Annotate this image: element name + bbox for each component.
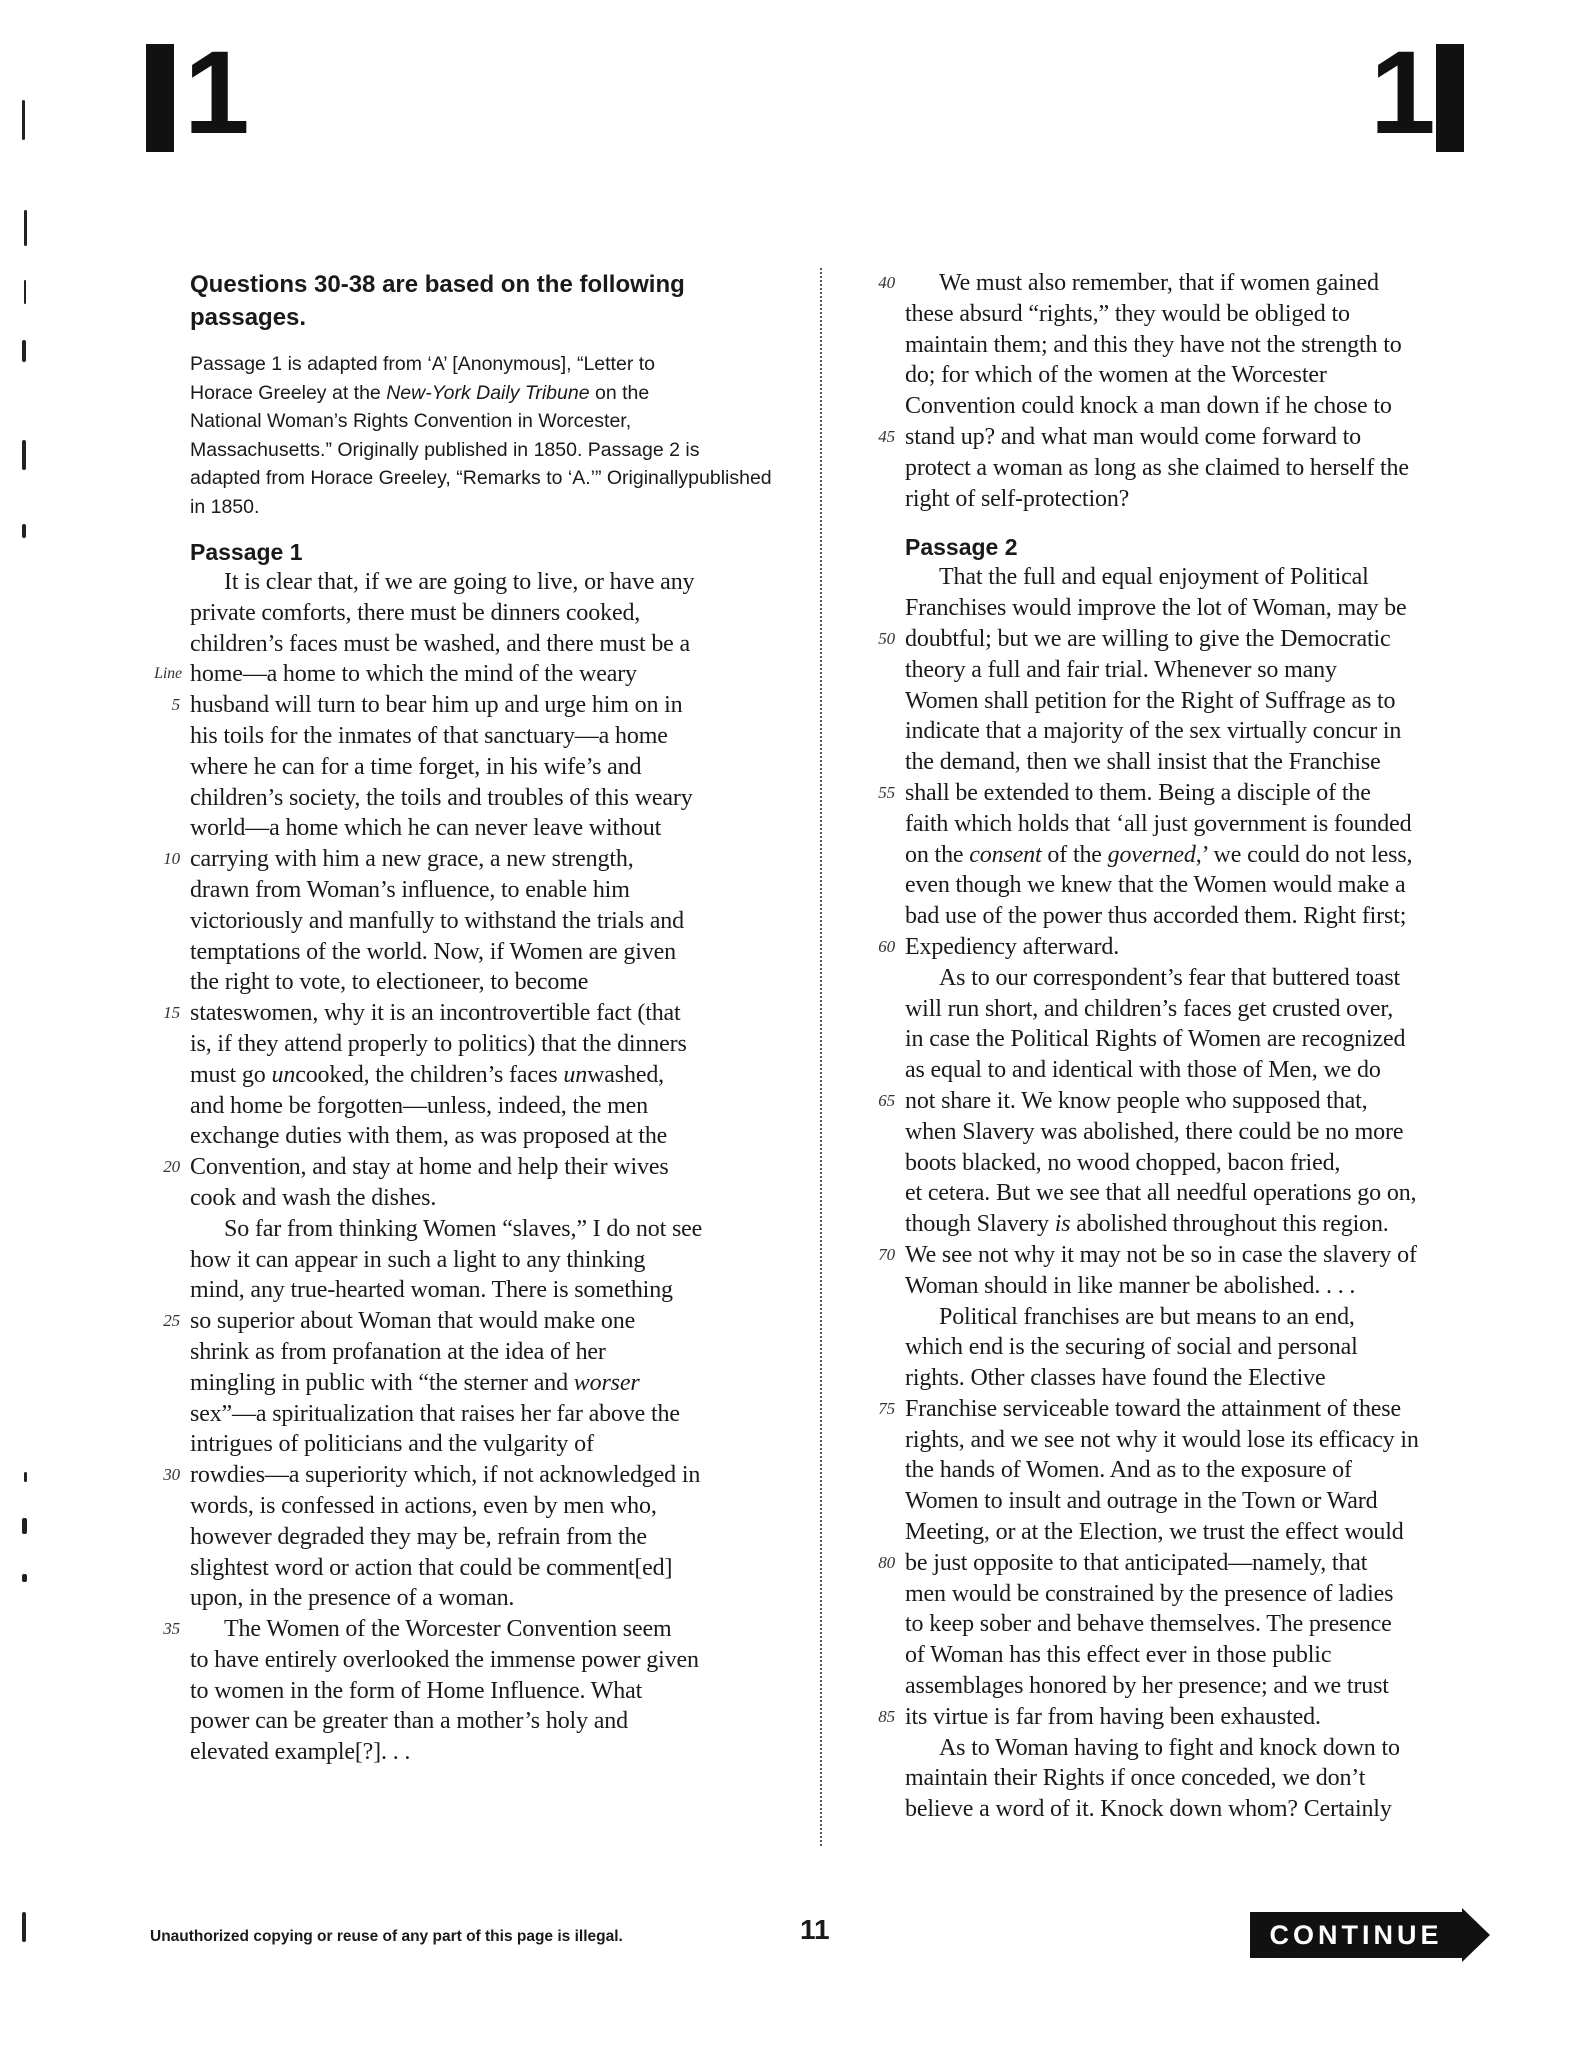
passage-1-text <box>154 567 780 1768</box>
line-number: 20 <box>163 1157 180 1177</box>
text-line: faith which holds that ‘all just government is founded <box>905 810 1412 837</box>
text-line: private comforts, there must be dinners cooked, <box>190 599 641 626</box>
text-line: his toils for the inmates of that sanctuary—a home <box>190 722 668 749</box>
text-line: children’s society, the toils and troubles of this weary <box>190 784 693 811</box>
text-line: cook and wash the dishes. <box>190 1184 437 1211</box>
scan-mark <box>24 1472 27 1482</box>
text-line: 30 rowdies—a superiority which, if not acknowledged in <box>190 1460 780 1491</box>
line-number: 30 <box>163 1465 180 1485</box>
text-line: sex”—a spiritualization that raises her far above the <box>190 1400 680 1427</box>
text-line: 55 shall be extended to them. Being a disciple of the <box>905 778 1505 809</box>
text-line: So far from thinking Women “slaves,” I do not see <box>224 1215 703 1242</box>
scan-mark <box>22 440 26 470</box>
text-line: Convention could knock a man down if he chose to <box>905 393 1392 420</box>
passage-1-label: Passage 1 <box>190 539 303 565</box>
text-line: 70 We see not why it may not be so in case the slavery of <box>905 1240 1505 1271</box>
line-number: 70 <box>878 1244 895 1264</box>
page-number: 11 <box>800 1914 830 1945</box>
line-number: 65 <box>878 1090 895 1110</box>
section-number-right: 1 <box>1370 27 1436 159</box>
text-line: Line home—a home to which the mind of the weary <box>190 659 780 690</box>
text-line: where he can for a time forget, in his wife’s and <box>190 753 642 780</box>
text-line: the hands of Women. And as to the exposure of <box>905 1457 1352 1484</box>
line-number: 45 <box>878 426 895 446</box>
line-number: 5 <box>171 695 180 715</box>
line-number: 40 <box>878 273 895 292</box>
text-line: et cetera. But we see that all needful operations go on, <box>905 1180 1417 1207</box>
left-column <box>154 268 780 1768</box>
scan-mark <box>22 1574 27 1582</box>
text-line: 80 be just opposite to that anticipated—namely, that <box>905 1548 1505 1579</box>
text-line: must go uncooked, the children’s faces unwashed, <box>190 1061 665 1088</box>
text-line: power can be greater than a mother’s holy and <box>190 1708 628 1735</box>
text-line: maintain their Rights if once conceded, we don’t <box>905 1765 1366 1792</box>
continue-label: CONTINUE <box>1269 1920 1443 1950</box>
text-line: It is clear that, if we are going to live, or have any <box>224 569 695 595</box>
text-line: protect a woman as long as she claimed to herself the <box>905 454 1409 481</box>
text-line: the right to vote, to electioneer, to become <box>190 969 589 996</box>
text-line: boots blacked, no wood chopped, bacon fried, <box>905 1149 1341 1176</box>
section-bar-right <box>1436 44 1464 152</box>
text-line: Woman should in like manner be abolished. . . . <box>905 1272 1356 1299</box>
text-line: though Slavery is abolished throughout this region. <box>905 1211 1389 1238</box>
section-bar-left <box>146 44 174 152</box>
line-number: Line <box>154 665 182 683</box>
line-number: 80 <box>878 1552 895 1572</box>
line-number: 60 <box>878 936 895 956</box>
passage-intro-note: Passage 1 is adapted from ‘A’ [Anonymous], “Letter to Horace Greeley at the New-York Daily Tribune on the National Woman’s Rights Convention in Worcester, Massachusetts.” Originally published in 1850. Passage 2 is adapted from Horace Greeley, “Remarks to ‘A.’” Originallypublished in 1850. <box>190 353 772 518</box>
line-number: 25 <box>163 1311 180 1331</box>
text-line: which end is the securing of social and personal <box>905 1334 1358 1361</box>
text-line: 85 its virtue is far from having been exhausted. <box>905 1702 1505 1733</box>
text-line: maintain them; and this they have not the strength to <box>905 331 1402 358</box>
text-line: words, is confessed in actions, even by men who, <box>190 1492 657 1519</box>
text-line: mind, any true-hearted woman. There is something <box>190 1277 673 1304</box>
scan-mark <box>24 210 27 246</box>
text-line: Political franchises are but means to an end, <box>939 1303 1355 1330</box>
scan-mark <box>22 1518 27 1534</box>
text-line: drawn from Woman’s influence, to enable him <box>190 876 630 903</box>
text-line: rights. Other classes have found the Elective <box>905 1365 1326 1392</box>
text-line: theory a full and fair trial. Whenever so many <box>905 656 1337 683</box>
line-number: 50 <box>878 628 895 648</box>
text-line: rights, and we see not why it would lose its efficacy in <box>905 1426 1419 1453</box>
text-line: these absurd “rights,” they would be obliged to <box>905 300 1350 327</box>
text-line: 10 carrying with him a new grace, a new strength, <box>190 844 780 875</box>
text-line: right of self-protection? <box>905 485 1130 512</box>
passage-1-continued-text <box>878 268 1505 514</box>
text-line: slightest word or action that could be comment[ed] <box>190 1554 673 1581</box>
text-line: how it can appear in such a light to any thinking <box>190 1246 646 1273</box>
section-number-left: 1 <box>184 27 250 159</box>
text-line: is, if they attend properly to politics) that the dinners <box>190 1030 687 1057</box>
text-line: 35 The Women of the Worcester Convention seem <box>190 1614 780 1645</box>
text-line: and home be forgotten—unless, indeed, the men <box>190 1092 649 1119</box>
text-line: 65 not share it. We know people who supposed that, <box>905 1086 1505 1117</box>
text-line: victoriously and manfully to withstand the trials and <box>190 907 684 934</box>
scan-mark <box>24 280 26 304</box>
text-line: Women shall petition for the Right of Suffrage as to <box>905 687 1396 714</box>
text-line: 45 stand up? and what man would come forward to <box>905 422 1505 453</box>
right-column <box>878 268 1505 1825</box>
text-line: 50 doubtful; but we are willing to give the Democratic <box>905 624 1505 655</box>
scan-mark <box>22 524 26 538</box>
text-line: Franchises would improve the lot of Woman, may be <box>905 595 1407 622</box>
text-line: as equal to and identical with those of Men, we do <box>905 1057 1381 1084</box>
scan-mark <box>22 100 25 140</box>
continue-indicator <box>1250 1908 1490 1962</box>
text-line: That the full and equal enjoyment of Political <box>939 564 1369 591</box>
line-number: 15 <box>163 1003 180 1023</box>
scan-mark <box>22 1912 26 1942</box>
text-line: temptations of the world. Now, if Women are given <box>190 938 676 965</box>
text-line: 60 Expediency afterward. <box>905 932 1505 963</box>
text-line: world—a home which he can never leave without <box>190 815 662 842</box>
text-line: on the consent of the governed,’ we could do not less, <box>905 841 1413 868</box>
text-line: believe a word of it. Knock down whom? Certainly <box>905 1796 1392 1823</box>
text-line: of Woman has this effect ever in those public <box>905 1642 1332 1669</box>
text-line: men would be constrained by the presence of ladies <box>905 1580 1394 1607</box>
text-line: 75 Franchise serviceable toward the attainment of these <box>905 1394 1505 1425</box>
text-line: Meeting, or at the Election, we trust the effect would <box>905 1519 1404 1546</box>
text-line: Women to insult and outrage in the Town or Ward <box>905 1488 1378 1515</box>
text-line: assemblages honored by her presence; and we trust <box>905 1673 1389 1700</box>
line-number: 55 <box>878 782 895 802</box>
column-divider <box>820 268 822 1846</box>
text-line: to keep sober and behave themselves. The presence <box>905 1611 1392 1638</box>
text-line: even though we knew that the Women would make a <box>905 872 1406 899</box>
arrow-right-icon <box>1462 1908 1490 1962</box>
text-line: in case the Political Rights of Women are recognized <box>905 1026 1406 1053</box>
text-line: do; for which of the women at the Worcester <box>905 362 1327 389</box>
passage-2-text <box>878 562 1505 1825</box>
line-number: 35 <box>163 1619 180 1639</box>
text-line: children’s faces must be washed, and there must be a <box>190 630 691 657</box>
text-line: 25 so superior about Woman that would make one <box>190 1306 780 1337</box>
text-line: intrigues of politicians and the vulgarity of <box>190 1431 594 1458</box>
text-line: mingling in public with “the sterner and worser <box>190 1369 640 1396</box>
copyright-notice: Unauthorized copying or reuse of any part of this page is illegal. <box>150 1928 623 1945</box>
text-line: 15 stateswomen, why it is an incontrovertible fact (that <box>190 998 780 1029</box>
questions-heading: Questions 30-38 are based on the following passages. <box>190 271 685 331</box>
line-number: 75 <box>878 1398 895 1418</box>
line-number: 10 <box>163 849 180 869</box>
text-line: to have entirely overlooked the immense power given <box>190 1646 699 1673</box>
scan-mark <box>22 340 26 362</box>
text-line: 40 We must also remember, that if women gained <box>905 268 1505 299</box>
text-line: the demand, then we shall insist that the Franchise <box>905 749 1381 776</box>
text-line: shrink as from profanation at the idea of her <box>190 1338 606 1365</box>
text-line: to women in the form of Home Influence. What <box>190 1677 643 1704</box>
text-line: 20 Convention, and stay at home and help their wives <box>190 1152 780 1183</box>
text-line: however degraded they may be, refrain from the <box>190 1523 647 1550</box>
text-line: indicate that a majority of the sex virtually concur in <box>905 718 1402 745</box>
text-line: exchange duties with them, as was proposed at the <box>190 1123 668 1150</box>
text-line: when Slavery was abolished, there could be no more <box>905 1118 1404 1145</box>
text-line: upon, in the presence of a woman. <box>190 1585 515 1612</box>
text-line: As to our correspondent’s fear that buttered toast <box>939 964 1401 991</box>
text-line: will run short, and children’s faces get crusted over, <box>905 995 1394 1022</box>
text-line: 5 husband will turn to bear him up and urge him on in <box>190 690 780 721</box>
passage-2-label: Passage 2 <box>905 534 1018 561</box>
text-line: elevated example[?]. . . <box>190 1739 411 1766</box>
text-line: bad use of the power thus accorded them. Right first; <box>905 903 1407 930</box>
text-line: As to Woman having to fight and knock down to <box>939 1734 1400 1761</box>
line-number: 85 <box>878 1706 895 1726</box>
